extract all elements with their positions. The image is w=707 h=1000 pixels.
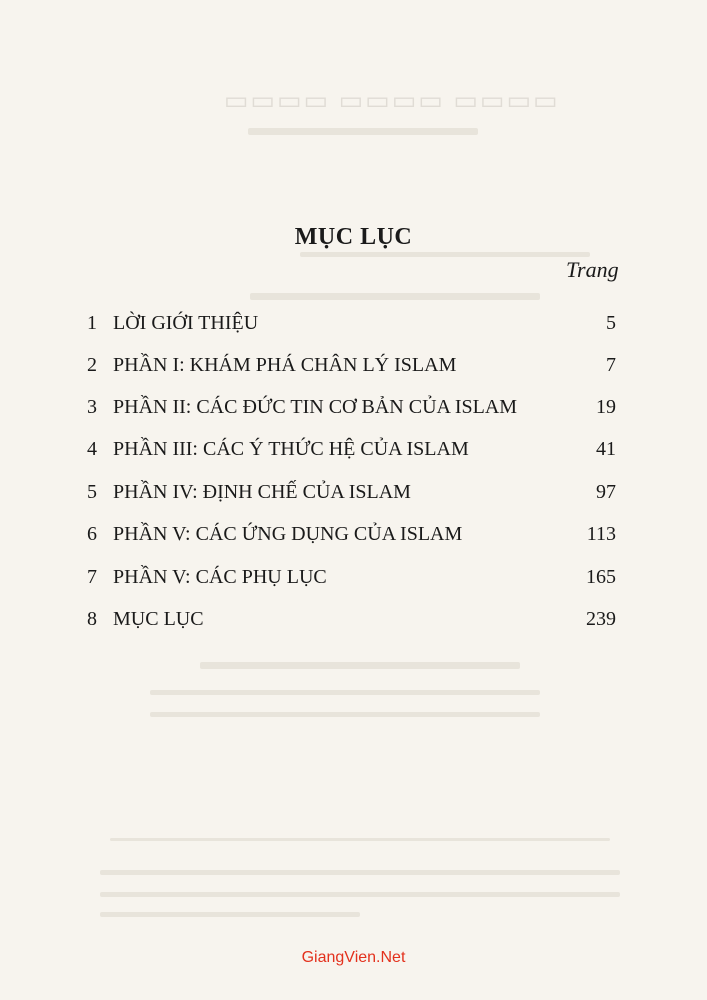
toc-entry-number: 3: [87, 396, 97, 418]
toc-entry: [0, 481, 707, 511]
toc-entry-page: 7: [606, 354, 616, 376]
toc-entry-number: 1: [87, 312, 97, 334]
toc-entry-title: PHẦN V: CÁC ỨNG DỤNG CỦA ISLAM: [113, 523, 463, 545]
bleed-through-line: [100, 912, 360, 917]
toc-entry-number: 4: [87, 438, 97, 460]
bleed-through-line: [100, 870, 620, 875]
watermark-footer: GiangVien.Net: [301, 949, 406, 966]
toc-entry-number: 5: [87, 481, 97, 503]
bleed-through-line: [250, 293, 540, 300]
toc-entry: [0, 608, 707, 638]
bleed-through-line: [100, 892, 620, 897]
bleed-through-line: [200, 662, 520, 669]
toc-entry-title: PHẦN II: CÁC ĐỨC TIN CƠ BẢN CỦA ISLAM: [113, 396, 518, 418]
page-column-header: Trang: [566, 257, 619, 282]
toc-entry-page: 239: [586, 608, 616, 630]
toc-entry-title: PHẦN III: CÁC Ý THỨC HỆ CỦA ISLAM: [113, 438, 469, 460]
bleed-through-line: [110, 838, 610, 841]
toc-entry: [0, 312, 707, 342]
toc-entry: [0, 354, 707, 384]
toc-entry-number: 6: [87, 523, 97, 545]
bleed-through-title: ▭▭▭▭ ▭▭▭▭ ▭▭▭▭: [222, 86, 558, 115]
toc-entry-title: PHẦN IV: ĐỊNH CHẾ CỦA ISLAM: [113, 481, 411, 503]
toc-entry-page: 113: [586, 523, 616, 545]
toc-entry: [0, 396, 707, 426]
bleed-through-line: [150, 712, 540, 717]
bleed-through-line: [248, 128, 478, 135]
toc-entry-page: 19: [596, 396, 616, 418]
toc-entry-number: 7: [87, 566, 97, 588]
toc-entry-page: 5: [606, 312, 616, 334]
toc-entry: [0, 438, 707, 468]
toc-entry-number: 8: [87, 608, 97, 630]
toc-entry-title: LỜI GIỚI THIỆU: [113, 312, 259, 334]
toc-entry-page: 165: [586, 566, 616, 588]
toc-entry: [0, 566, 707, 596]
toc-entry-title: PHẦN V: CÁC PHỤ LỤC: [113, 566, 327, 588]
page-title: MỤC LỤC: [294, 224, 413, 250]
toc-entry: [0, 523, 707, 553]
toc-entry-page: 41: [596, 438, 616, 460]
toc-entry-title: PHẦN I: KHÁM PHÁ CHÂN LÝ ISLAM: [113, 354, 457, 376]
bleed-through-line: [150, 690, 540, 695]
toc-entry-page: 97: [596, 481, 616, 503]
toc-entry-title: MỤC LỤC: [113, 608, 204, 630]
bleed-through-line: [300, 252, 590, 257]
toc-entry-number: 2: [87, 354, 97, 376]
